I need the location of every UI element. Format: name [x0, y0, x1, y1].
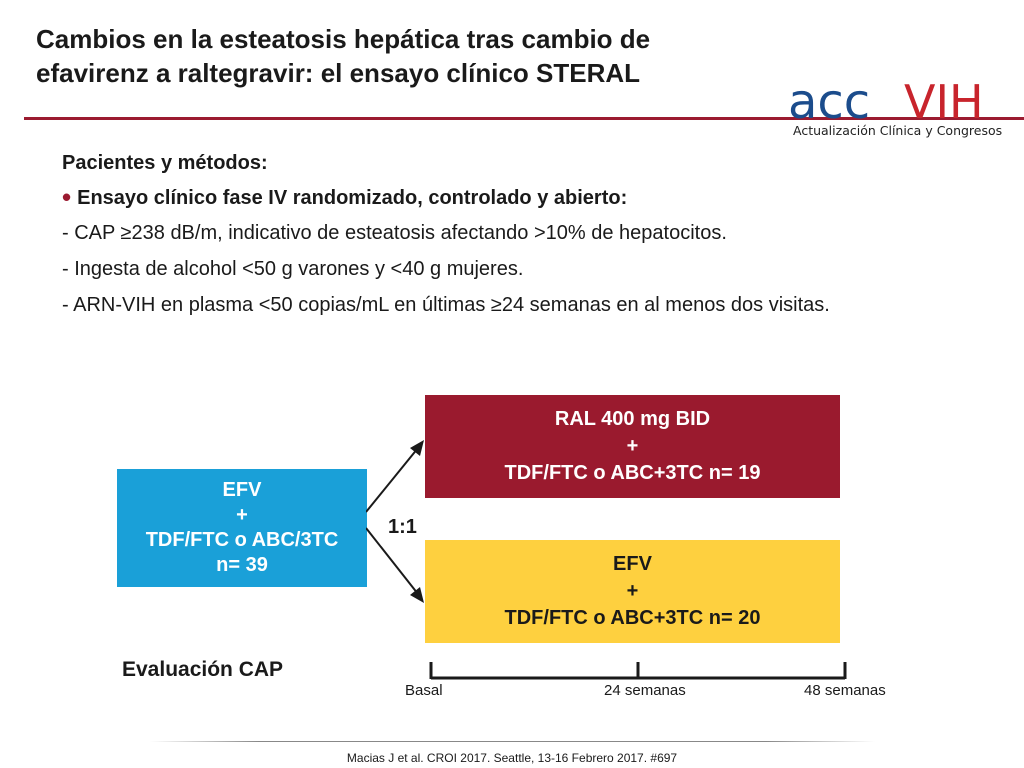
- arrow-down-head: [410, 587, 424, 603]
- raltegravir-arm-box: [425, 395, 840, 498]
- methods-heading: Pacientes y métodos:: [62, 152, 268, 174]
- slide-title: [36, 22, 776, 90]
- acc-vih-logo: [788, 80, 1003, 142]
- methods-section: [62, 150, 962, 328]
- timepoint-48-weeks: 48 semanas: [804, 682, 886, 699]
- study-design-bullet: [62, 184, 962, 211]
- ral-line-1: RAL 400 mg BID: [554, 408, 711, 430]
- efavirenz-arm-box: [425, 540, 840, 643]
- title-line-2: efavirenz a raltegravir: el ensayo clínico STERAL: [36, 58, 641, 88]
- ral-line-3: TDF/FTC o ABC+3TC n= 19: [504, 462, 761, 484]
- logo-vih-text: VIH: [904, 80, 984, 124]
- efv-line-3: TDF/FTC o ABC+3TC n= 20: [504, 607, 761, 629]
- citation: Macias J et al. CROI 2017. Seattle, 13-16 Febrero 2017. #697: [346, 751, 678, 765]
- timepoint-24-weeks: 24 semanas: [604, 682, 686, 699]
- baseline-line-4: n= 39: [216, 554, 268, 576]
- timepoint-basal: Basal: [405, 682, 443, 699]
- efv-line-1: EFV: [613, 553, 652, 575]
- study-design-text: Ensayo clínico fase IV randomizado, controlado y abierto:: [77, 187, 628, 209]
- criterion-viral-load: - ARN-VIH en plasma <50 copias/mL en últimas ≥24 semanas en al menos dos visitas.: [62, 294, 830, 316]
- ral-line-2: +: [626, 435, 639, 457]
- bullet-icon: •: [62, 182, 72, 212]
- footer-divider: [150, 741, 875, 742]
- criterion-cap: - CAP ≥238 dB/m, indicativo de esteatosis afectando >10% de hepatocitos.: [62, 222, 727, 244]
- baseline-line-1: EFV: [222, 479, 262, 501]
- baseline-arm-box: [117, 469, 367, 587]
- arrow-up-head: [410, 440, 424, 456]
- logo-acc-text: acc: [788, 80, 871, 124]
- baseline-line-3: TDF/FTC o ABC/3TC: [145, 529, 339, 551]
- title-line-1: Cambios en la esteatosis hepática tras cambio de: [36, 24, 651, 54]
- logo-wordmark: [788, 80, 1003, 124]
- assessment-timeline: [425, 660, 850, 682]
- randomization-ratio: 1:1: [388, 516, 417, 538]
- criterion-alcohol: - Ingesta de alcohol <50 g varones y <40 g mujeres.: [62, 258, 524, 280]
- arrow-up-line: [366, 448, 418, 512]
- logo-tagline: Actualización Clínica y Congresos: [793, 123, 1003, 138]
- efv-line-2: +: [626, 580, 639, 602]
- baseline-line-2: +: [236, 504, 248, 526]
- cap-assessment-label: Evaluación CAP: [122, 658, 284, 681]
